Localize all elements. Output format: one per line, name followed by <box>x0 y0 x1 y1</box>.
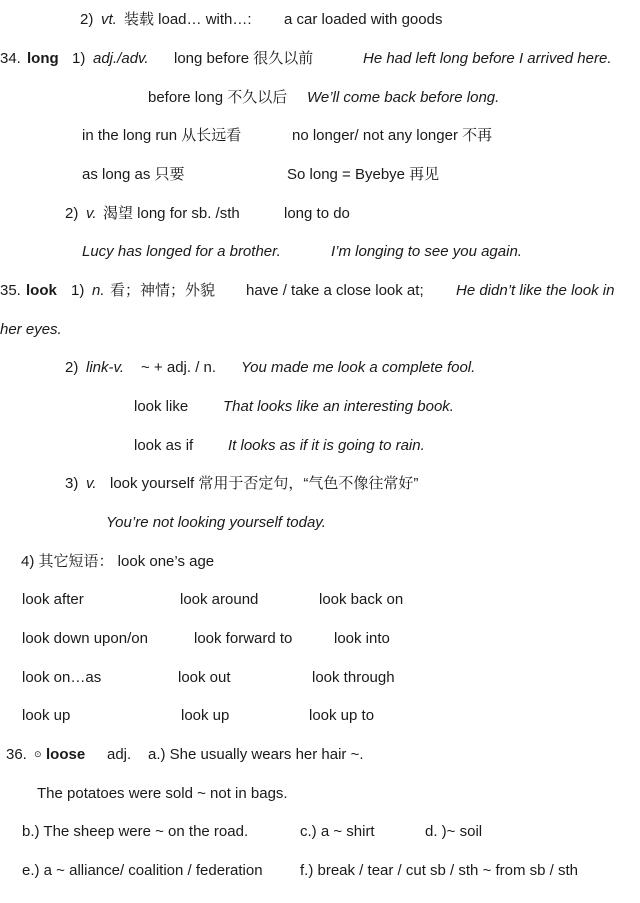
text-segment: look as if <box>134 437 194 454</box>
text-segment: So long = Byebye 再见 <box>287 166 440 183</box>
text-segment: no longer/ not any longer 不再 <box>292 127 493 144</box>
entry-headword: loose <box>46 746 86 763</box>
text-line <box>0 282 640 302</box>
text-segment: 看；神情；外貌 <box>110 282 216 299</box>
text-segment: look back on <box>319 591 404 608</box>
text-segment: 1) <box>71 282 85 299</box>
text-segment: d. )~ soil <box>425 823 483 840</box>
text-segment: He didn’t like the look in <box>456 282 615 299</box>
text-line <box>0 127 640 147</box>
text-line <box>0 166 640 186</box>
text-segment: look yourself 常用于否定句，“气色不像往常好” <box>110 475 419 492</box>
text-line <box>0 89 640 109</box>
text-line <box>0 437 640 457</box>
text-segment: a.) She usually wears her hair ~. <box>148 746 364 763</box>
text-line <box>0 862 640 882</box>
text-segment: adj. <box>107 746 132 763</box>
text-line <box>0 707 640 727</box>
text-segment: her eyes. <box>0 321 62 338</box>
text-segment: 4) 其它短语： look one’s age <box>21 553 215 570</box>
text-segment: 35. <box>0 282 21 299</box>
entry-headword: long <box>27 50 59 67</box>
text-segment: I’m longing to see you again. <box>331 243 522 260</box>
text-segment: Lucy has longed for a brother. <box>82 243 281 260</box>
text-line <box>0 630 640 650</box>
text-segment: look up to <box>309 707 375 724</box>
entry-headword: look <box>26 282 57 299</box>
text-segment: look into <box>334 630 390 647</box>
text-segment: b.) The sheep were ~ on the road. <box>22 823 249 840</box>
text-segment: 3) <box>65 475 79 492</box>
text-line <box>0 243 640 263</box>
text-line <box>0 669 640 689</box>
text-segment: We’ll come back before long. <box>307 89 500 106</box>
text-line <box>0 591 640 611</box>
text-segment: look like <box>134 398 189 415</box>
text-segment: v. <box>86 205 97 222</box>
text-segment: That looks like an interesting book. <box>223 398 454 415</box>
text-segment: look through <box>312 669 395 686</box>
text-segment: n. <box>92 282 105 299</box>
text-line <box>0 321 640 341</box>
text-segment: in the long run 从长远看 <box>82 127 242 144</box>
text-segment: f.) break / tear / cut sb / sth ~ from sb / sth <box>300 862 579 879</box>
text-segment: long to do <box>284 205 350 222</box>
text-segment: vt. <box>101 11 117 28</box>
text-line <box>0 823 640 843</box>
text-segment: look out <box>178 669 231 686</box>
text-segment: 2) <box>80 11 94 28</box>
text-segment: look forward to <box>194 630 293 647</box>
text-segment: look down upon/on <box>22 630 148 647</box>
text-segment: 34. <box>0 50 21 67</box>
text-segment: He had left long before I arrived here. <box>363 50 612 67</box>
text-segment: look on…as <box>22 669 102 686</box>
text-segment: 2) <box>65 205 79 222</box>
text-line <box>0 785 640 805</box>
text-line <box>0 398 640 418</box>
text-segment: 装载 load… with…: <box>124 11 252 28</box>
text-segment: e.) a ~ alliance/ coalition / federation <box>22 862 263 879</box>
text-segment: as long as 只要 <box>82 166 185 183</box>
text-segment: ~ + adj. / n. <box>141 359 217 376</box>
text-line <box>0 205 640 225</box>
text-line <box>0 553 640 573</box>
text-segment: v. <box>86 475 97 492</box>
text-segment: look up <box>181 707 230 724</box>
text-line <box>0 475 640 495</box>
text-segment: 渴望 long for sb. /sth <box>103 205 240 222</box>
text-segment: The potatoes were sold ~ not in bags. <box>37 785 288 802</box>
text-segment: look after <box>22 591 84 608</box>
text-segment: look around <box>180 591 259 608</box>
text-segment: 36. <box>6 746 27 763</box>
text-segment: It looks as if it is going to rain. <box>228 437 425 454</box>
text-segment: look up <box>22 707 71 724</box>
text-segment: have / take a close look at; <box>246 282 424 299</box>
text-segment: You made me look a complete fool. <box>241 359 476 376</box>
text-line <box>0 50 640 70</box>
text-segment: link-v. <box>86 359 125 376</box>
text-segment: adj./adv. <box>93 50 149 67</box>
text-segment: c.) a ~ shirt <box>300 823 375 840</box>
text-line <box>0 359 640 379</box>
text-segment: before long 不久以后 <box>148 89 288 106</box>
text-segment: You’re not looking yourself today. <box>106 514 326 531</box>
text-segment: 1) <box>72 50 86 67</box>
text-segment: long before 很久以前 <box>174 50 314 67</box>
text-segment: a car loaded with goods <box>284 11 443 28</box>
bullet-icon: ⊙ <box>34 749 42 759</box>
text-line <box>0 746 640 766</box>
text-line <box>0 11 640 31</box>
text-line <box>0 514 640 534</box>
text-segment: 2) <box>65 359 79 376</box>
